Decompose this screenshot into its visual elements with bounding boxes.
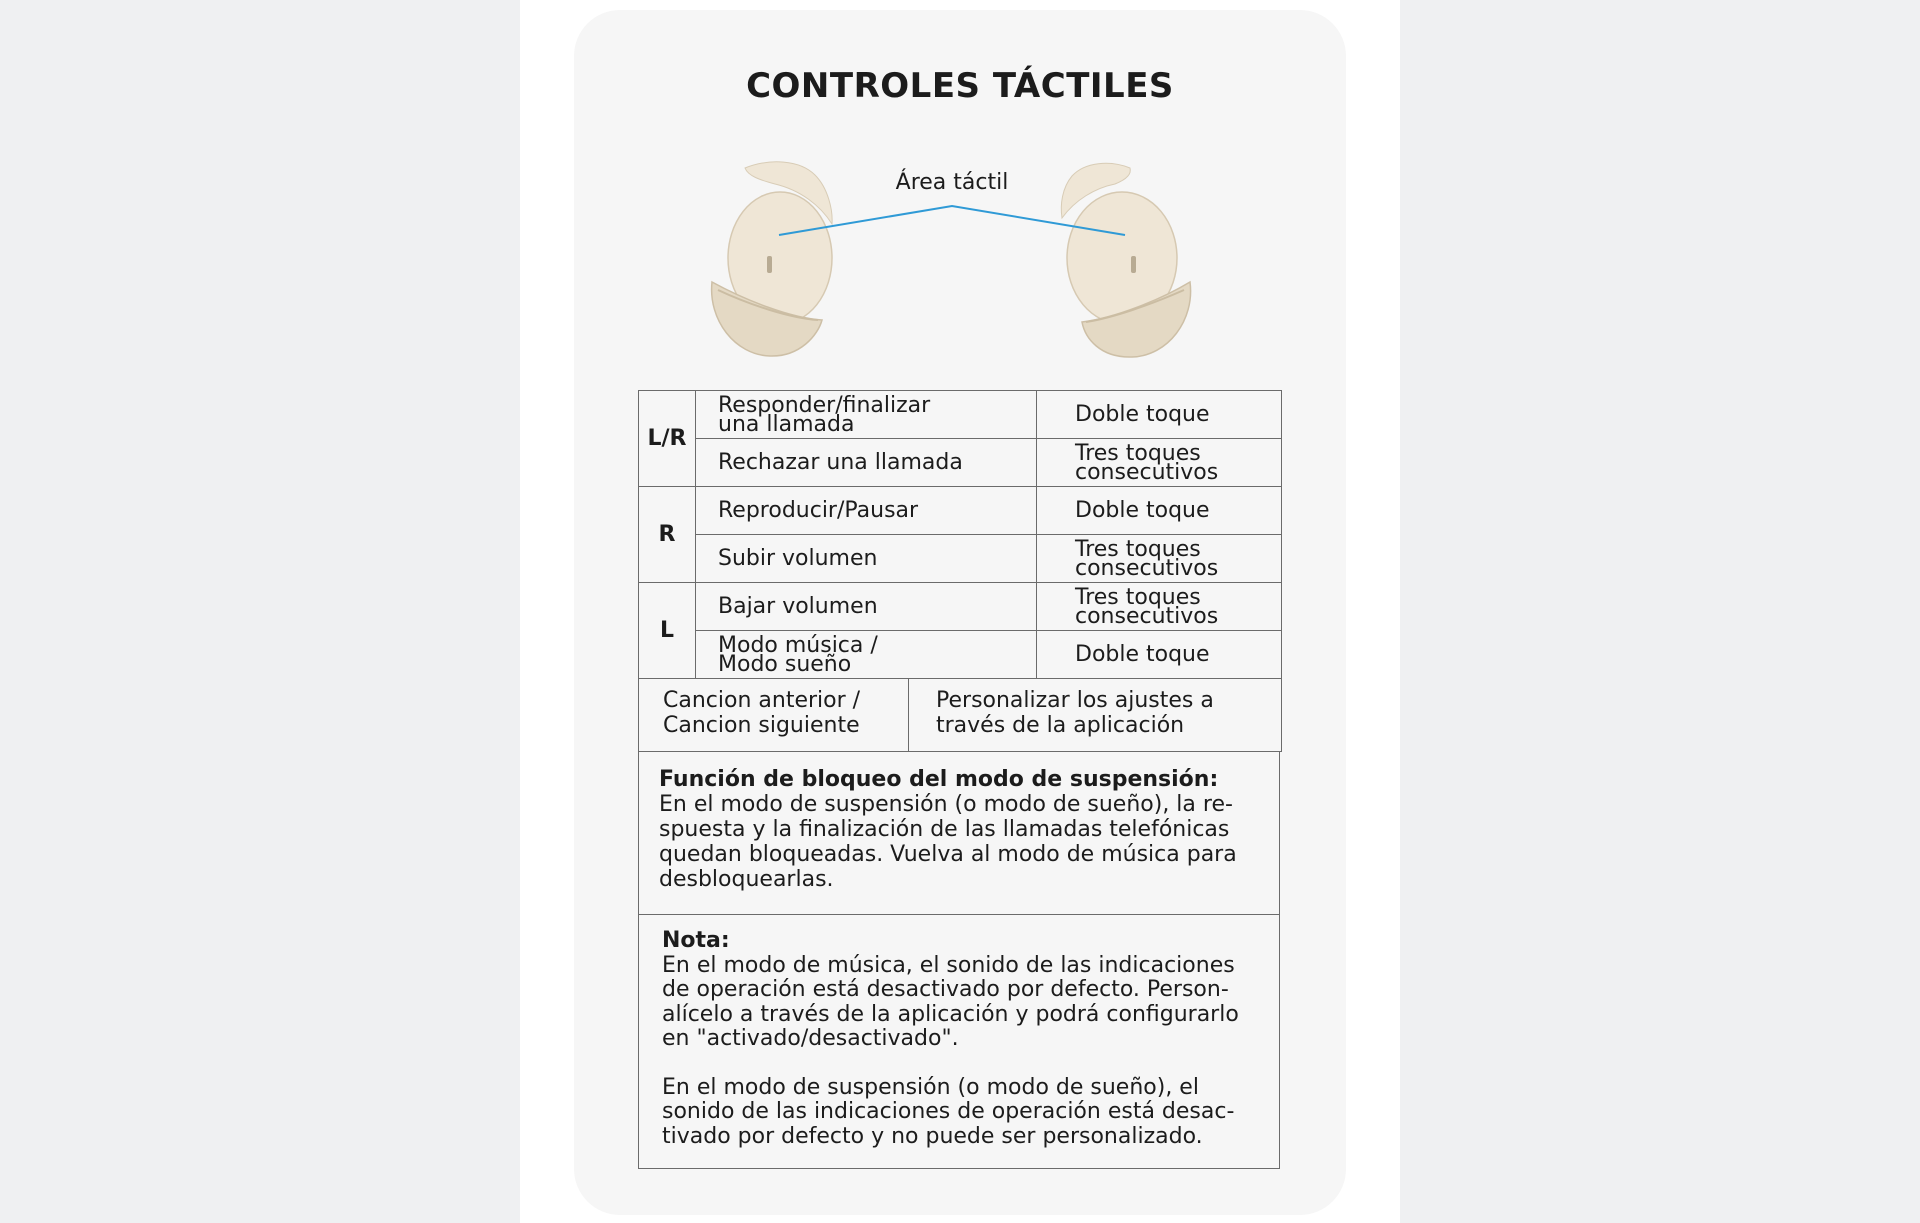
side-label-r: R — [639, 487, 696, 583]
note-heading: Nota: — [662, 928, 730, 953]
gesture-cell: Tres toques consecutivos — [1037, 439, 1282, 487]
gesture-cell: Tres toques consecutivos — [1037, 583, 1282, 631]
sleep-lock-text: En el modo de suspensión (o modo de sueño), la re- spuesta y la finalización de las llamadas telefónicas quedan bloqueadas. Vuelva al modo de música para desbloquearlas. — [659, 792, 1237, 892]
action-cell: Subir volumen — [696, 535, 1037, 583]
action-cell: Rechazar una llamada — [696, 439, 1037, 487]
action-cell: Modo música / Modo sueño — [696, 631, 1037, 679]
earbuds-illustration — [0, 0, 1920, 400]
track-control-gesture: Personalizar los ajustes a través de la aplicación — [936, 688, 1214, 738]
gesture-cell: Doble toque — [1037, 487, 1282, 535]
table-row — [639, 391, 1282, 439]
table-row — [639, 583, 1282, 631]
table-row — [639, 487, 1282, 535]
track-control-action: Cancion anterior / Cancion siguiente — [639, 678, 909, 751]
gesture-cell: Doble toque — [1037, 631, 1282, 679]
touch-area-label: Área táctil — [895, 170, 1009, 195]
sleep-lock-section — [638, 751, 1280, 915]
sleep-lock-heading: Función de bloqueo del modo de suspensión: — [659, 767, 1219, 792]
gesture-cell: Doble toque — [1037, 391, 1282, 439]
right-earbud-image — [1061, 163, 1190, 357]
table-row — [639, 535, 1282, 583]
page-title: CONTROLES TÁCTILES — [746, 66, 1174, 106]
gesture-cell: Tres toques consecutivos — [1037, 535, 1282, 583]
side-label-l: L — [639, 583, 696, 679]
side-label-lr: L/R — [639, 391, 696, 487]
note-text-music: En el modo de música, el sonido de las indicaciones de operación está desactivado por defecto. Person- alícelo a través de la aplicación y podrá configurarlo en "activado/desactivado". — [662, 952, 1239, 1051]
action-cell: Responder/finalizar una llamada — [696, 391, 1037, 439]
track-control-row — [638, 678, 1282, 752]
action-cell: Bajar volumen — [696, 583, 1037, 631]
note-text-sleep: En el modo de suspensión (o modo de sueño), el sonido de las indicaciones de operación está desac- tivado por defecto y no puede ser personalizado. — [662, 1074, 1235, 1149]
table-row — [639, 631, 1282, 679]
left-earbud-image — [712, 162, 833, 356]
note-section — [638, 915, 1280, 1169]
touch-controls-table — [638, 390, 1282, 679]
action-cell: Reproducir/Pausar — [696, 487, 1037, 535]
table-row — [639, 439, 1282, 487]
